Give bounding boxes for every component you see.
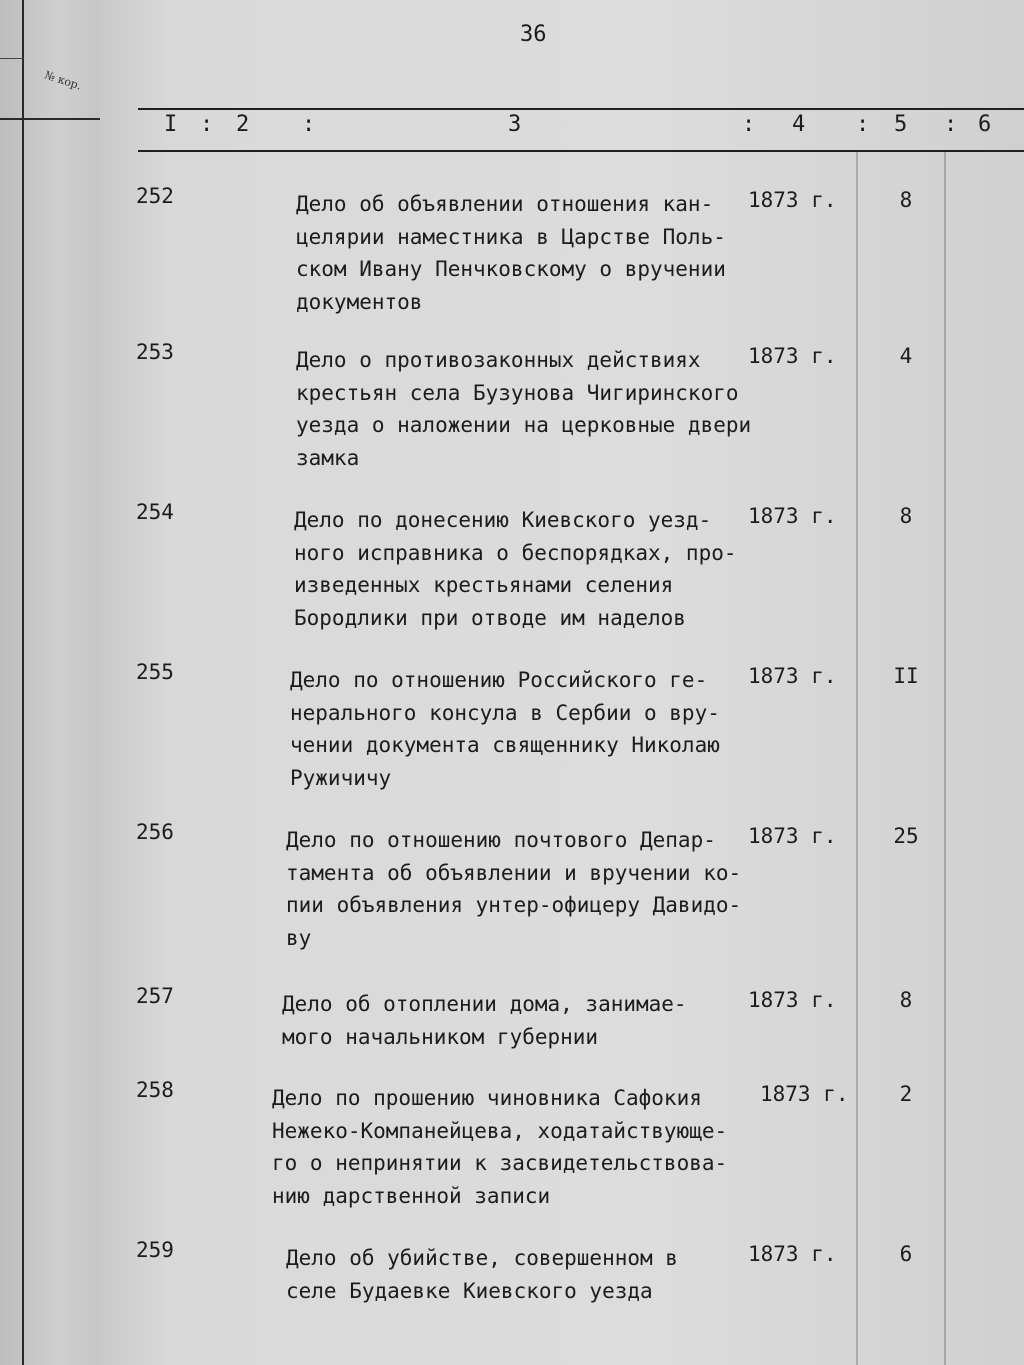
row-sheets: 8 xyxy=(899,504,913,528)
document-page xyxy=(100,0,1024,1365)
row-sheets: 2 xyxy=(899,1082,913,1106)
row-sheets: 8 xyxy=(899,988,913,1012)
row-year: 1873 г. xyxy=(748,188,837,212)
row-number: 254 xyxy=(136,500,174,524)
row-title: Дело по отношению Российского ге- нерального консула в Сербии о вру- чении документа священнику Николаю Ружичичу xyxy=(290,668,720,790)
header-col-4: 4 xyxy=(792,112,806,137)
header-col-2: 2 xyxy=(236,112,250,137)
row-sheets: 6 xyxy=(899,1242,913,1266)
header-sep: : xyxy=(856,112,870,137)
binding-rule-short xyxy=(0,58,24,59)
header-col-3: 3 xyxy=(508,112,522,137)
row-title: Дело по отношению почтового Депар- тамента об объявлении и вручении ко- пии объявления унтер-офицеру Давидо- ву xyxy=(286,828,742,950)
row-title: Дело по донесению Киевского уезд- ного исправника о беспорядках, про- изведенных крестьянами селения Бородлики при отводе им наделов xyxy=(294,508,737,630)
row-sheets: 8 xyxy=(899,188,913,212)
row-number: 256 xyxy=(136,820,174,844)
row-title: Дело по прошению чиновника Сафокия Нежеко-Компанейцева, ходатайствующе- го о непринятии к засвидетельствова- нию дарственной записи xyxy=(272,1086,728,1208)
binding-rule-vertical xyxy=(22,0,24,1365)
header-sep: : xyxy=(200,112,214,137)
row-sheets: II xyxy=(893,664,919,688)
row-year: 1873 г. xyxy=(748,344,837,368)
row-title: Дело об отоплении дома, занимае- мого начальником губернии xyxy=(282,992,687,1049)
header-bottom-rule xyxy=(138,150,1024,152)
row-title: Дело об объявлении отношения кан- целярии наместника в Царстве Поль- ском Ивану Пенчковскому о вручении документов xyxy=(296,192,726,314)
header-sep: : xyxy=(302,112,316,137)
row-number: 257 xyxy=(136,984,174,1008)
row-sheets: 25 xyxy=(893,824,919,848)
row-year: 1873 г. xyxy=(748,504,837,528)
binding-strip xyxy=(0,0,100,1365)
page-number: 36 xyxy=(520,22,547,47)
column-header-row xyxy=(100,112,1024,152)
binding-header: № кор. xyxy=(42,68,84,93)
row-sheets: 4 xyxy=(899,344,913,368)
row-number: 255 xyxy=(136,660,174,684)
row-year: 1873 г. xyxy=(748,664,837,688)
column-divider xyxy=(856,152,858,1365)
header-col-6: 6 xyxy=(978,112,992,137)
row-number: 258 xyxy=(136,1078,174,1102)
header-col-1: I xyxy=(164,112,178,137)
row-year: 1873 г. xyxy=(748,1242,837,1266)
binding-rule-horizontal xyxy=(0,118,100,120)
header-sep: : xyxy=(944,112,958,137)
row-year: 1873 г. xyxy=(748,988,837,1012)
row-number: 253 xyxy=(136,340,174,364)
row-title: Дело о противозаконных действиях крестьян села Бузунова Чигиринского уезда о наложении на церковные двери замка xyxy=(296,348,752,470)
row-number: 259 xyxy=(136,1238,174,1262)
column-divider xyxy=(944,152,946,1365)
header-col-5: 5 xyxy=(894,112,908,137)
header-sep: : xyxy=(742,112,756,137)
header-top-rule xyxy=(138,108,1024,110)
row-year: 1873 г. xyxy=(748,824,837,848)
row-number: 252 xyxy=(136,184,174,208)
row-title: Дело об убийстве, совершенном в селе Будаевке Киевского уезда xyxy=(286,1246,678,1303)
row-year: 1873 г. xyxy=(760,1082,849,1106)
